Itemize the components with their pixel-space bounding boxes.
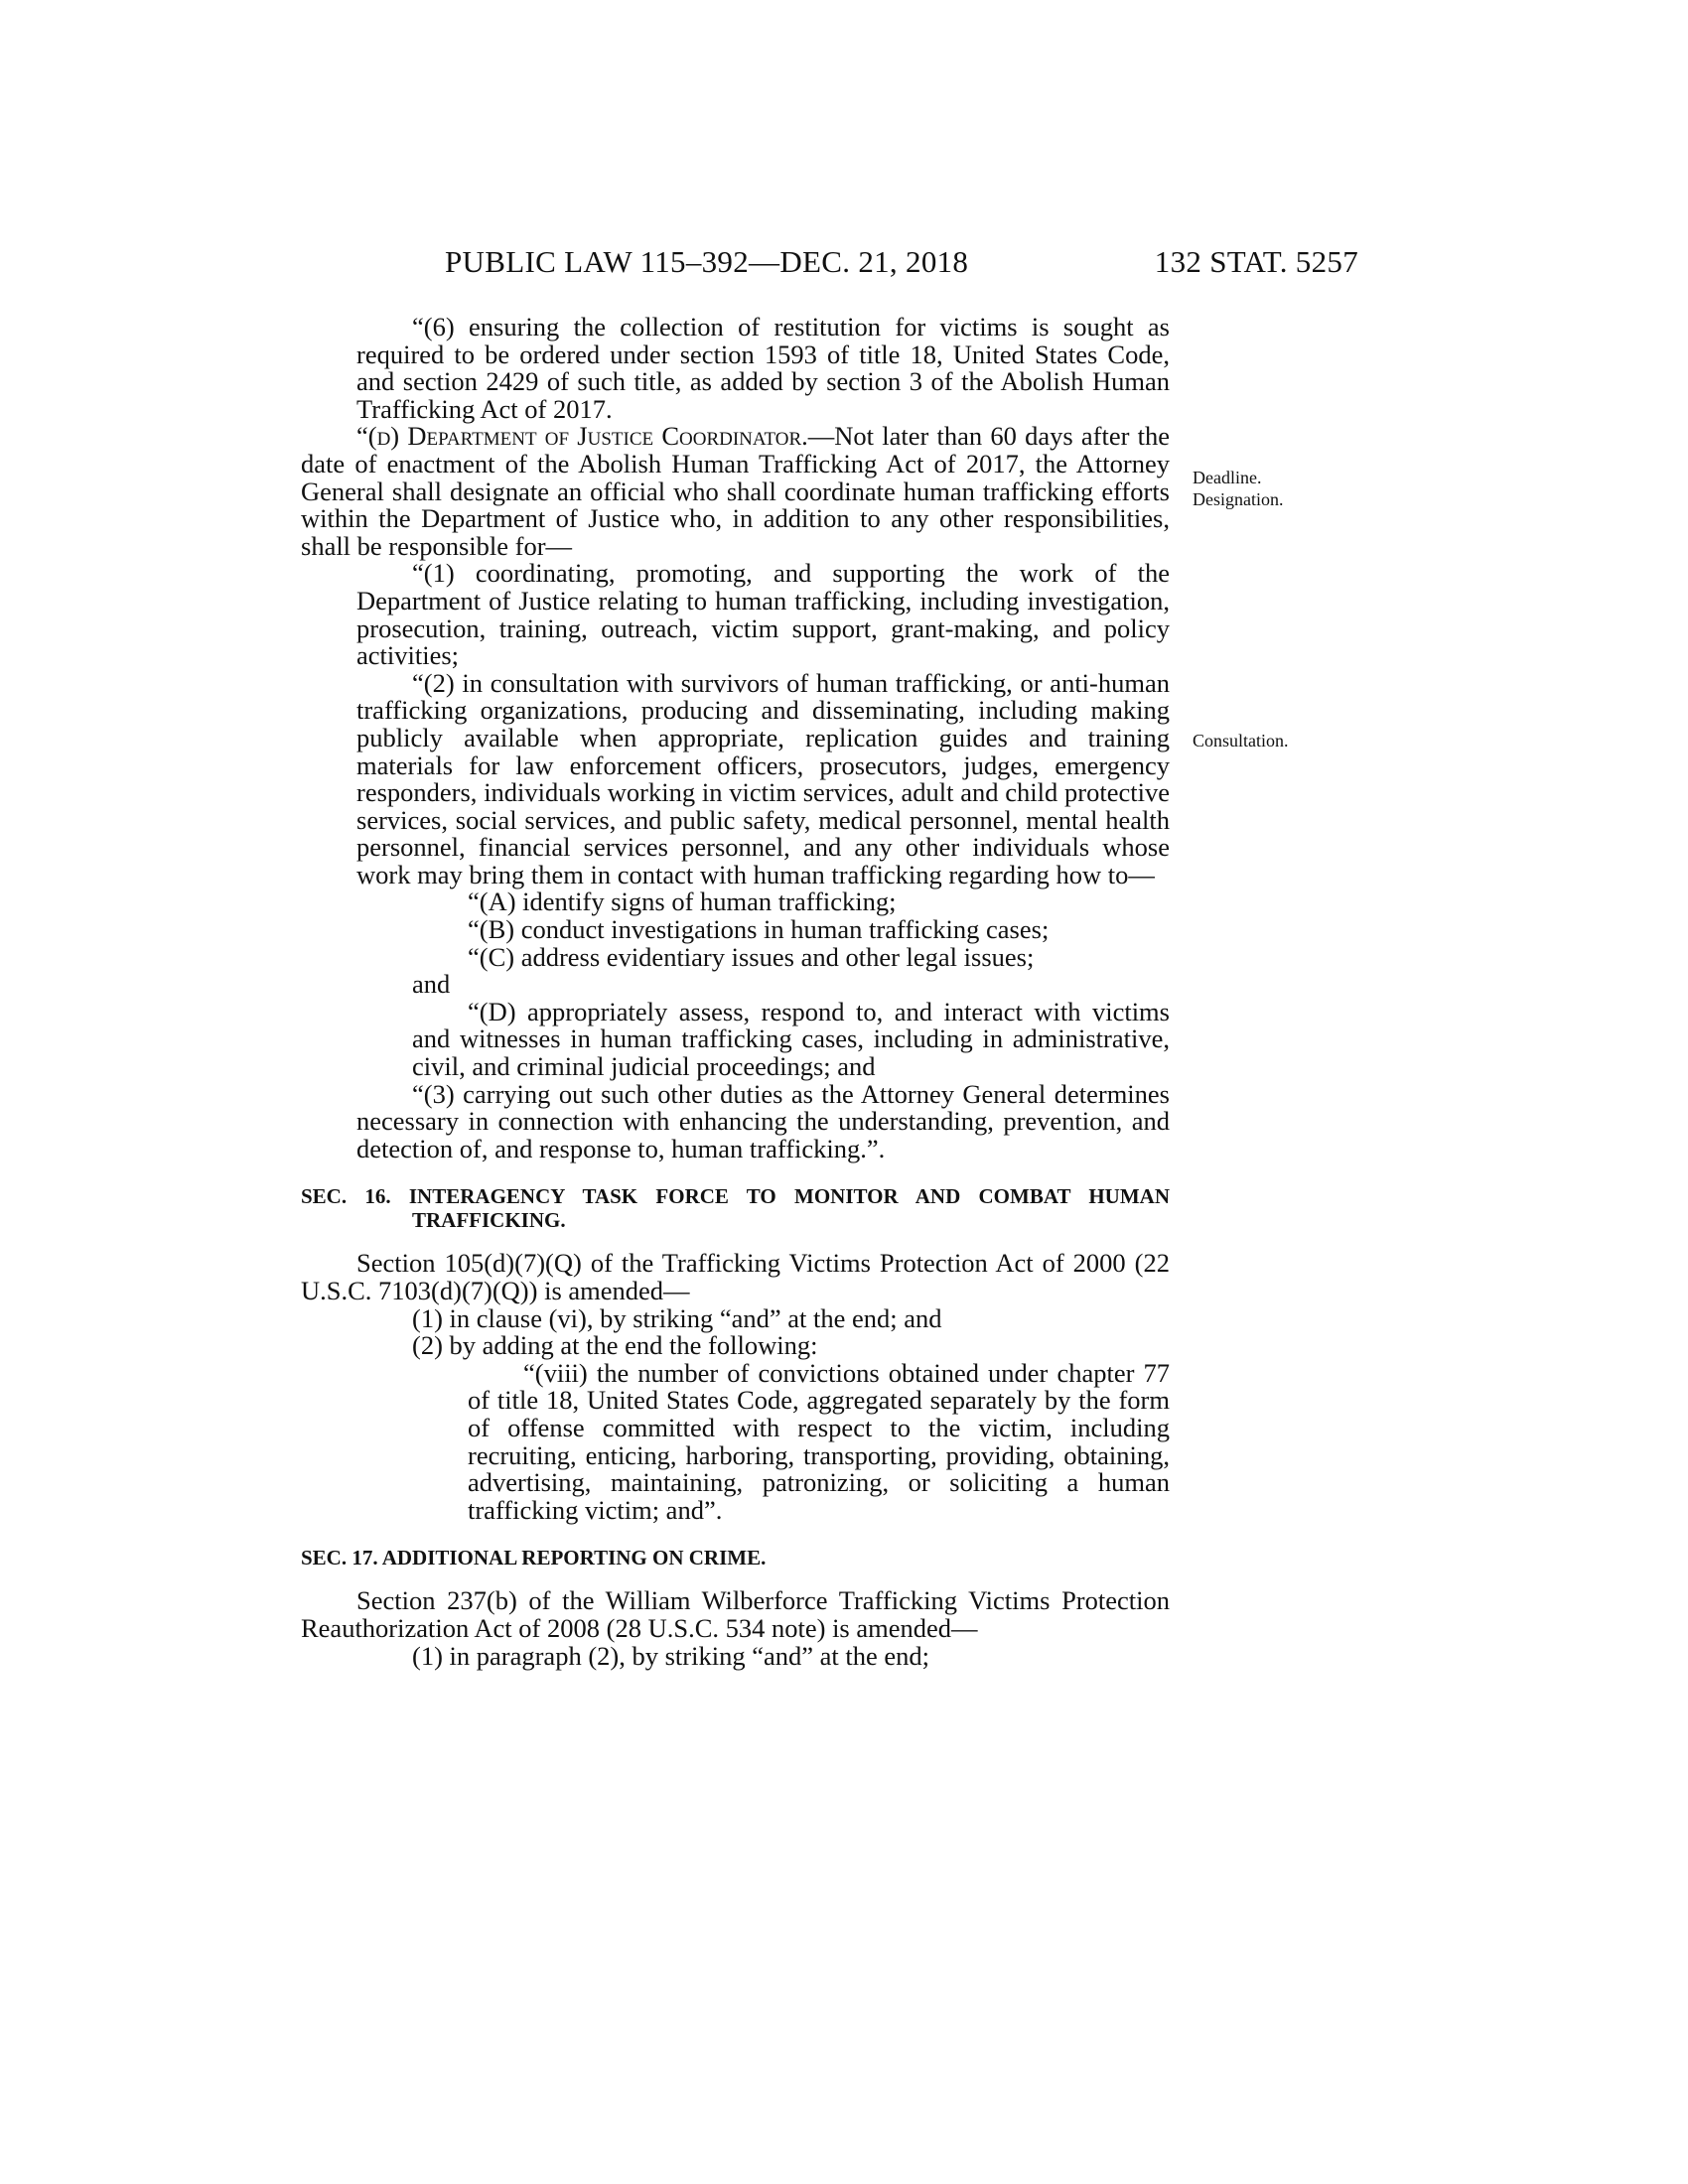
clause-viii: “(viii) the number of convictions obtained under chapter 77 of title 18, United States Code, aggregated separately by the form of offense committed with respect to the victim, including recruiting, enticing, harboring, transporting, providing, obtaining, advertising, maintaining, patronizing, or soliciting a human trafficking victim; and”. [468,1357,1170,1525]
clause-c: “(C) address evidentiary issues and other legal issues; [468,941,1035,972]
document-body [301,314,1170,1670]
paragraph-other-duties: “(3) carrying out such other duties as the Attorney General determines necessary in connection with enhancing the understanding, prevention, and detection of, and response to, human trafficking.”. [356,1078,1170,1163]
paragraph-consultation: “(2) in consultation with survivors of human trafficking, or anti-human trafficking organizations, producing and disseminating, including making publicly available when appropriate, replication guides and training materials for law enforcement officers, prosecutors, judges, emergency responders, individuals working in victim services, adult and child protective services, social services, and public safety, medical personnel, mental health personnel, financial services personnel, and any other individuals whose work may bring them in contact with human trafficking regarding how to— [356,667,1170,889]
page-header [445,244,1358,288]
statute-page-number: 132 STAT. 5257 [1154,244,1358,279]
amendment-item-2: (2) by adding at the end the following: [412,1330,818,1361]
section-16-heading: SEC. 16. INTERAGENCY TASK FORCE TO MONITOR AND COMBAT HUMAN TRAFFICKING. [301,1184,1170,1233]
paragraph-coordinating: “(1) coordinating, promoting, and supporting the work of the Department of Justice relating to human trafficking, including investigation, prosecution, training, outreach, victim support, grant-making, and policy activities; [356,558,1170,671]
margin-note-consultation: Consultation. [1193,731,1289,751]
margin-note-deadline-label: Deadline. [1193,468,1262,487]
clause-b: “(B) conduct investigations in human trafficking cases; [468,914,1050,945]
amendment-item-1: (1) in clause (vi), by striking “and” at the end; and [412,1302,942,1333]
subsection-text: —Not later than 60 days after the date of enactment of the Abolish Human Trafficking Act of 2017, the Attorney General shall designate an official who shall coordinate human trafficking efforts within the Department of Justice who, in addition to any other responsibilities, shall be responsible for— [301,421,1170,561]
margin-note-deadline [1193,467,1284,510]
paragraph-section-237: Section 237(b) of the William Wilberforce Trafficking Victims Protection Reauthorization Act of 2008 (28 U.S.C. 534 note) is amended— [301,1585,1170,1643]
clause-a: “(A) identify signs of human trafficking; [468,887,897,917]
running-head-title: PUBLIC LAW 115–392—DEC. 21, 2018 [445,244,969,279]
section-17-heading: SEC. 17. ADDITIONAL REPORTING ON CRIME. [301,1546,767,1570]
clause-d: “(D) appropriately assess, respond to, and interact with victims and witnesses in human trafficking cases, including in administrative, civil, and criminal judicial proceedings; and [412,996,1170,1082]
margin-note-designation-label: Designation. [1193,489,1284,509]
subsection-heading: “(d) Department of Justice Coordinator. [356,421,808,452]
paragraph-section-105: Section 105(d)(7)(Q) of the Trafficking Victims Protection Act of 2000 (22 U.S.C. 7103(d)(7)(Q)) is amended— [301,1248,1170,1305]
amendment-paragraph-2: (1) in paragraph (2), by striking “and” at the end; [412,1640,929,1671]
paragraph-doj-coordinator [301,423,1170,560]
paragraph-restitution: “(6) ensuring the collection of restitution for victims is sought as required to be ordered under section 1593 of title 18, United States Code, and section 2429 of such title, as added by section 3 of the Abolish Human Trafficking Act of 2017. [356,312,1170,424]
clause-c-continuation: and [412,969,451,1000]
